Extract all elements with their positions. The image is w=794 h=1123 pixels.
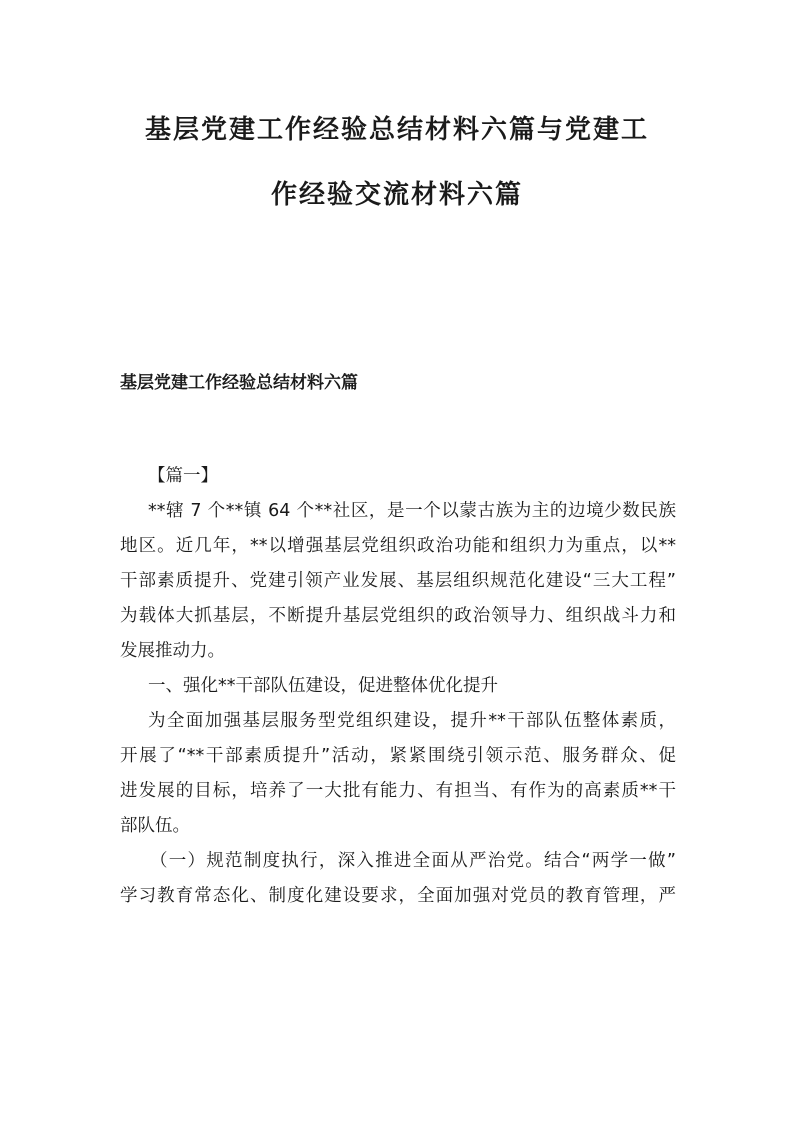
paragraph-line: 进发展的目标，培养了一大批有能力、有担当、有作为的高素质**干 <box>120 781 676 801</box>
document-title-line-2: 作经验交流材料六篇 <box>270 180 523 210</box>
paragraph-line: 为载体大抓基层，不断提升基层党组织的政治领导力、组织战斗力和 <box>120 606 676 626</box>
subsection-heading: 一、强化**干部队伍建设，促进整体优化提升 <box>148 676 498 696</box>
paragraph-line: 为全面加强基层服务型党组织建设，提升**干部队伍整体素质， <box>148 711 676 731</box>
paragraph-line: 发展推动力。 <box>120 641 225 661</box>
document-body <box>120 459 676 914</box>
paragraph-line: 地区。近几年，**以增强基层党组织政治功能和组织力为重点，以** <box>120 536 676 556</box>
paragraph-line: 部队伍。 <box>120 816 190 836</box>
paragraph-line: 开展了“**干部素质提升”活动，紧紧围绕引领示范、服务群众、促 <box>120 746 676 766</box>
paragraph-line: 学习教育常态化、制度化建设要求，全面加强对党员的教育管理，严 <box>120 886 676 906</box>
document-title-line-1: 基层党建工作经验总结材料六篇与党建工 <box>144 115 649 145</box>
paragraph-line: **辖 7 个**镇 64 个**社区，是一个以蒙古族为主的边境少数民族 <box>148 501 676 521</box>
section-heading: 基层党建工作经验总结材料六篇 <box>120 373 358 393</box>
paragraph-line: （一）规范制度执行，深入推进全面从严治党。结合“两学一做” <box>150 851 676 871</box>
chapter-label: 【篇一】 <box>148 466 218 486</box>
paragraph-line: 干部素质提升、党建引领产业发展、基层组织规范化建设“三大工程” <box>120 571 676 591</box>
